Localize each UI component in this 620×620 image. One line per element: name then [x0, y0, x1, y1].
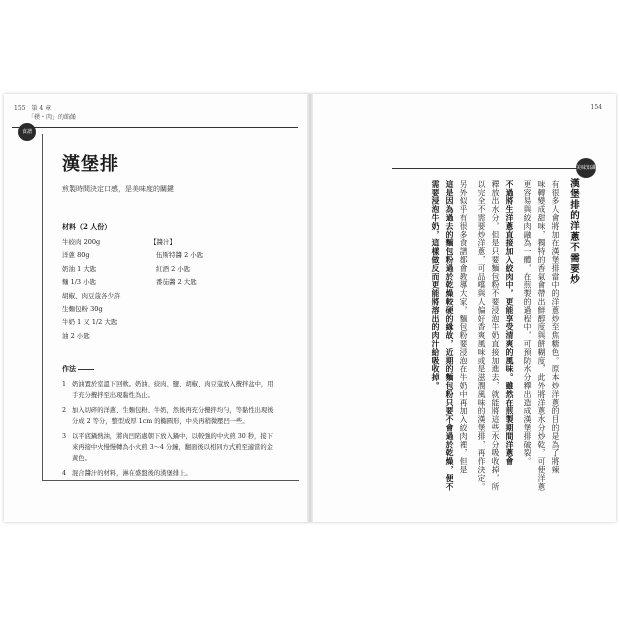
ingredient-item: 油 2 小匙 [62, 331, 90, 340]
tip-paragraph-line: 以完全不需要炒洋蔥，可品嚐與人偏好香爽風味或是滋潤風味的漢堡排，再作決定。 [477, 180, 486, 491]
recipe-badge: 食譜 [18, 123, 36, 141]
step-text: 混合醬汁的材料，淋在盛盤後的漢堡排上。 [72, 470, 192, 477]
ingredients-list [62, 236, 121, 343]
chapter-label: 第 4 章 [31, 105, 52, 112]
ingredient-item: 奶油 1 大匙 [62, 264, 97, 273]
right-page-number: 154 [590, 104, 602, 111]
left-page-header [14, 104, 76, 122]
tip-paragraph-line: 有很多人會將加在漢堡排當中的洋蔥炒至焦糖色。原本炒洋蔥的目的是為了將辣 [551, 180, 560, 474]
method-heading [62, 364, 94, 374]
method-step [62, 431, 276, 464]
book-spine [307, 94, 313, 522]
method-step [62, 405, 276, 427]
ingredient-item: 麵 1/3 小匙 [62, 278, 97, 287]
recipe-title: 漢堡排 [62, 154, 119, 175]
step-text: 加入切碎的洋蔥、生麵包粉、牛奶，然後再充分攪拌均勻，等黏性出現後分成 2 等分，整型成厚 1cm 的橢圓形，中央再稍微壓凹一些。 [72, 407, 274, 425]
tip-badge: 美味知識 [576, 158, 596, 178]
ingredient-item: 牛絞肉 200g [62, 238, 101, 246]
ingredients-title: 材料（2 人份） [62, 222, 112, 231]
method-title: 作法 [62, 364, 76, 373]
method-step [62, 379, 276, 401]
step-number: 2 [62, 407, 67, 414]
tip-paragraph-line: 釋放出水分，但是只要麵包粉不要浸泡牛奶直接加進去，就能將這些水分吸收掉，所 [491, 180, 500, 491]
sauce-list [150, 236, 203, 290]
tip-paragraph-line: 這是因為過去的麵包粉過於乾燥較硬的緣故，近期的麵包粉只要不會過於乾燥，便不 [445, 180, 454, 491]
ingredient-item: 生麵包粉 30g [62, 305, 103, 314]
sauce-item: 紅酒 2 小匙 [156, 264, 191, 273]
tip-paragraph-line: 需要浸泡牛奶，這樣做反而更能將溶出的肉汁給吸收掉。 [431, 180, 440, 390]
ingredient-item: 洋蔥 80g [62, 251, 90, 260]
step-number: 1 [62, 381, 67, 388]
tip-paragraph-line: 不過將生洋蔥直接加入絞肉中，更能享受清爽的風味。雖然在煎製期間洋蔥會 [505, 180, 514, 466]
ingredient-item: 牛奶 1 又 1/2 大匙 [62, 318, 118, 327]
tip-heading: 漢堡排的洋蔥不需要炒 [568, 178, 579, 285]
ingredient-item: 胡椒、肉豆蔻各少許 [62, 291, 121, 300]
sauce-item: 番茄醬 2 大匙 [156, 278, 197, 287]
right-header-rule [392, 168, 582, 169]
left-page-number: 155 [14, 105, 26, 112]
step-text: 奶油置於室溫下回軟。奶油、絞肉、鹽、胡椒、肉豆蔻放入攪拌盆中，用手充分攪拌至出現黏性為止。 [72, 381, 274, 399]
method-steps [62, 379, 276, 483]
tip-paragraph-line: 更容易與絞肉融為一體，在煎製的過程中，可預防水分釋出造成漢堡排破裂。 [523, 180, 532, 466]
tip-paragraph-line: 味轉變成甜味，獨特的香氣會帶出鮮醇度與餅糊度，此外將洋蔥水分炒乾，可使洋蔥 [537, 180, 546, 491]
chapter-title: 「樸・肉」的餡餚 [28, 114, 77, 121]
step-number: 3 [62, 433, 67, 440]
left-header-rule [12, 127, 298, 128]
method-dash [78, 369, 94, 370]
sauce-item: 伍斯特醬 2 小匙 [156, 251, 204, 260]
method-step [62, 468, 276, 479]
recipe-subtitle: 煎製時間決定口感，是美味度的關鍵 [62, 185, 174, 193]
step-number: 4 [62, 470, 67, 477]
sauce-title: 【醬汁】 [150, 238, 176, 246]
book-spread [4, 94, 616, 522]
tip-paragraph-line: 另外似乎有很多食譜都會教導大家，麵包粉要浸泡在牛奶中再加入絞肉裡，但是 [459, 180, 468, 474]
step-text: 以平底鍋熱油，將肉凹陷處朝下放入鍋中，以較強的中火煎 30 秒，接下來再接中火慢慢轉為小火煎 3～4 分鐘，翻面後以相同方式煎至適當的金黃色。 [72, 433, 273, 462]
